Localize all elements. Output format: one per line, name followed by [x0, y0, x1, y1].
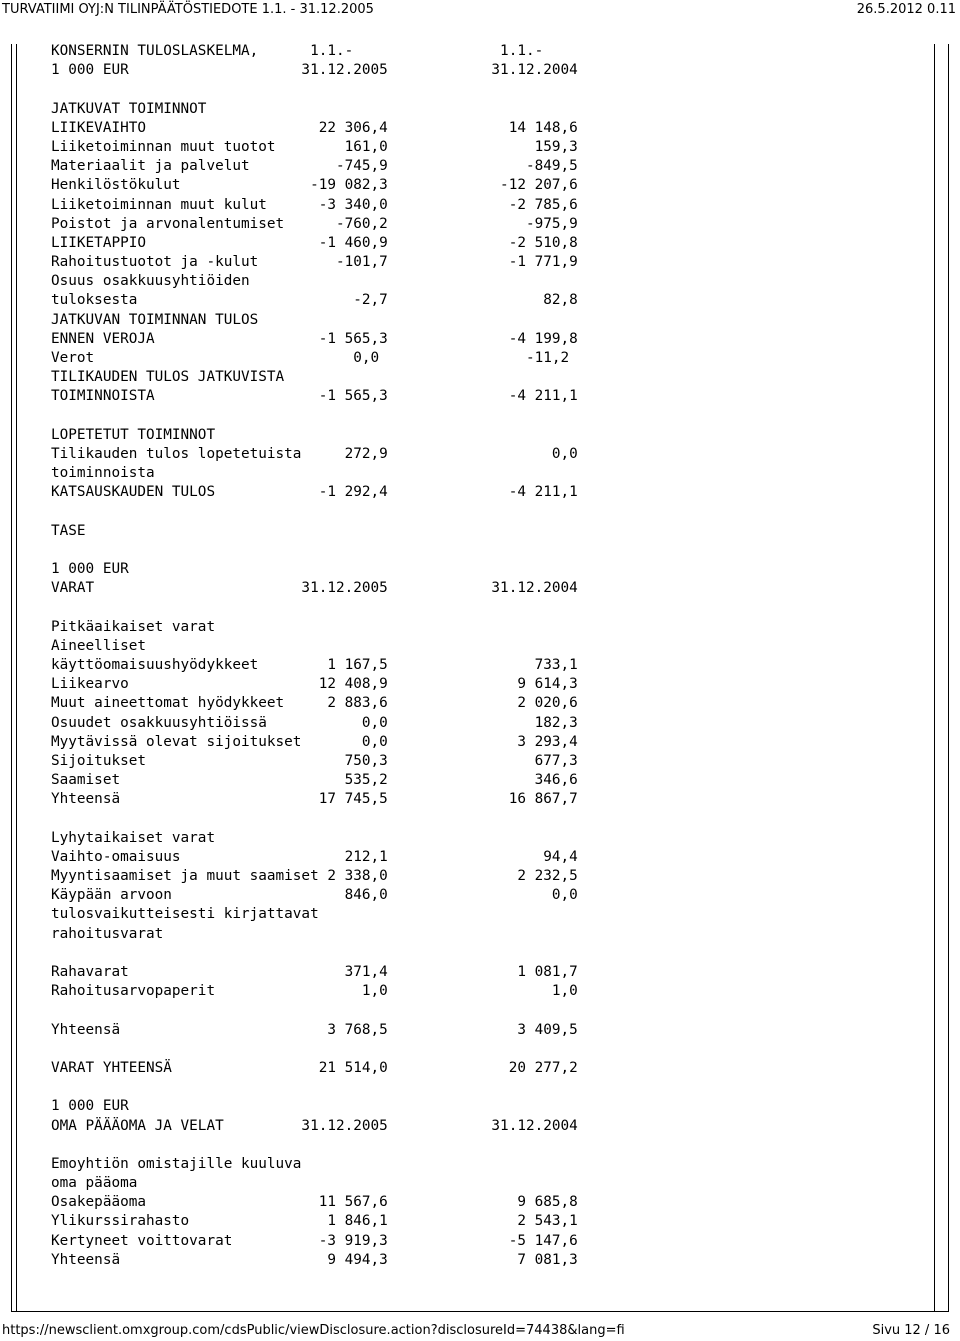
statement-line	[51, 80, 578, 99]
statement-line	[51, 503, 578, 522]
statement-line: Materiaalit ja palvelut -745,9 -849,5	[51, 158, 578, 175]
statement-line	[51, 541, 578, 560]
source-url: https://newsclient.omxgroup.com/cdsPublic/viewDisclosure.action?disclosureId=74438&lang=fi	[2, 1323, 625, 1338]
statement-line: LIIKEVAIHTO 22 306,4 14 148,6	[51, 119, 578, 136]
statement-line: Lyhytaikaiset varat	[51, 829, 216, 846]
statement-line	[51, 1136, 578, 1155]
statement-line: Ylikurssirahasto 1 846,1 2 543,1	[51, 1213, 578, 1230]
statement-line: TILIKAUDEN TULOS JATKUVISTA	[51, 369, 285, 386]
print-header	[0, 0, 960, 20]
statement-line: Myyntisaamiset ja muut saamiset 2 338,0 2 232,5	[51, 868, 578, 885]
statement-line: Henkilöstökulut -19 082,3 -12 207,6	[51, 177, 578, 194]
statement-line: Aineelliset	[51, 637, 146, 654]
statement-line	[51, 944, 578, 963]
statement-line: LIIKETAPPIO -1 460,9 -2 510,8	[51, 234, 578, 251]
statement-line	[51, 1078, 578, 1097]
left-border-line-outer	[11, 44, 12, 1312]
statement-line: Liikearvo 12 408,9 9 614,3	[51, 676, 578, 693]
statement-line	[51, 1001, 578, 1020]
statement-line	[51, 1040, 578, 1059]
statement-line: Rahoitusarvopaperit 1,0 1,0	[51, 983, 578, 1000]
statement-line: rahoitusvarat	[51, 925, 164, 942]
statement-line: Yhteensä 17 745,5 16 867,7	[51, 791, 578, 808]
statement-line	[51, 407, 578, 426]
statement-line: Liiketoiminnan muut kulut -3 340,0 -2 785,6	[51, 196, 578, 213]
right-border-line-outer	[948, 44, 949, 1312]
statement-line: tuloksesta -2,7 82,8	[51, 292, 578, 309]
financial-statement-text	[51, 42, 578, 1270]
statement-line: JATKUVAN TOIMINNAN TULOS	[51, 311, 259, 328]
statement-line: Saamiset 535,2 346,6	[51, 772, 578, 789]
statement-line: tulosvaikutteisesti kirjattavat	[51, 906, 319, 923]
page-number: Sivu 12 / 16	[872, 1323, 950, 1338]
statement-line: OMA PÄÄÄOMA JA VELAT 31.12.2005 31.12.2004	[51, 1117, 578, 1134]
statement-line: TASE	[51, 522, 86, 539]
statement-line: 1 000 EUR	[51, 1098, 129, 1115]
statement-line: 1 000 EUR 31.12.2005 31.12.2004	[51, 62, 578, 79]
statement-line: Käypään arvoon 846,0 0,0	[51, 887, 578, 904]
statement-line: TOIMINNOISTA -1 565,3 -4 211,1	[51, 388, 578, 405]
statement-line: Osuudet osakkuusyhtiöissä 0,0 182,3	[51, 714, 578, 731]
statement-line: JATKUVAT TOIMINNOT	[51, 100, 207, 117]
document-title: TURVATIIMI OYJ:N TILINPÄÄTÖSTIEDOTE 1.1. - 31.12.2005	[2, 2, 374, 17]
left-border-line-inner	[16, 44, 17, 1312]
statement-line: Pitkäaikaiset varat	[51, 618, 216, 635]
statement-line: oma pääoma	[51, 1175, 138, 1192]
statement-line: Sijoitukset 750,3 677,3	[51, 752, 578, 769]
print-datetime: 26.5.2012 0.11	[856, 2, 956, 17]
statement-line: Vaihto-omaisuus 212,1 94,4	[51, 848, 578, 865]
bottom-border-line	[11, 1311, 949, 1312]
statement-line: Osakepääoma 11 567,6 9 685,8	[51, 1194, 578, 1211]
statement-line: KATSAUSKAUDEN TULOS -1 292,4 -4 211,1	[51, 484, 578, 501]
statement-line: Muut aineettomat hyödykkeet 2 883,6 2 020,6	[51, 695, 578, 712]
statement-line: Osuus osakkuusyhtiöiden	[51, 273, 250, 290]
statement-line	[51, 810, 578, 829]
statement-line: KONSERNIN TULOSLASKELMA, 1.1.- 1.1.-	[51, 43, 544, 59]
right-border-line-inner	[934, 44, 935, 1312]
statement-line: ENNEN VEROJA -1 565,3 -4 199,8	[51, 330, 578, 347]
statement-line: Myytävissä olevat sijoitukset 0,0 3 293,4	[51, 733, 578, 750]
statement-line: Poistot ja arvonalentumiset -760,2 -975,9	[51, 215, 578, 232]
statement-line: Tilikauden tulos lopetetuista 272,9 0,0	[51, 445, 578, 462]
statement-line: Yhteensä 3 768,5 3 409,5	[51, 1021, 578, 1038]
statement-line: Kertyneet voittovarat -3 919,3 -5 147,6	[51, 1232, 578, 1249]
statement-line: käyttöomaisuushyödykkeet 1 167,5 733,1	[51, 657, 578, 673]
statement-line: Rahavarat 371,4 1 081,7	[51, 964, 578, 980]
statement-line: Emoyhtiön omistajille kuuluva	[51, 1155, 302, 1172]
statement-line: Rahoitustuotot ja -kulut -101,7 -1 771,9	[51, 254, 578, 271]
statement-line: Yhteensä 9 494,3 7 081,3	[51, 1251, 578, 1268]
statement-line: toiminnoista	[51, 465, 155, 482]
statement-line: VARAT YHTEENSÄ 21 514,0 20 277,2	[51, 1059, 578, 1076]
statement-line	[51, 598, 578, 617]
print-footer	[0, 1321, 960, 1341]
statement-line: Verot 0,0 -11,2	[51, 350, 570, 366]
statement-line: VARAT 31.12.2005 31.12.2004	[51, 580, 578, 597]
statement-line: Liiketoiminnan muut tuotot 161,0 159,3	[51, 138, 578, 155]
statement-line: LOPETETUT TOIMINNOT	[51, 426, 216, 443]
statement-line: 1 000 EUR	[51, 561, 129, 578]
